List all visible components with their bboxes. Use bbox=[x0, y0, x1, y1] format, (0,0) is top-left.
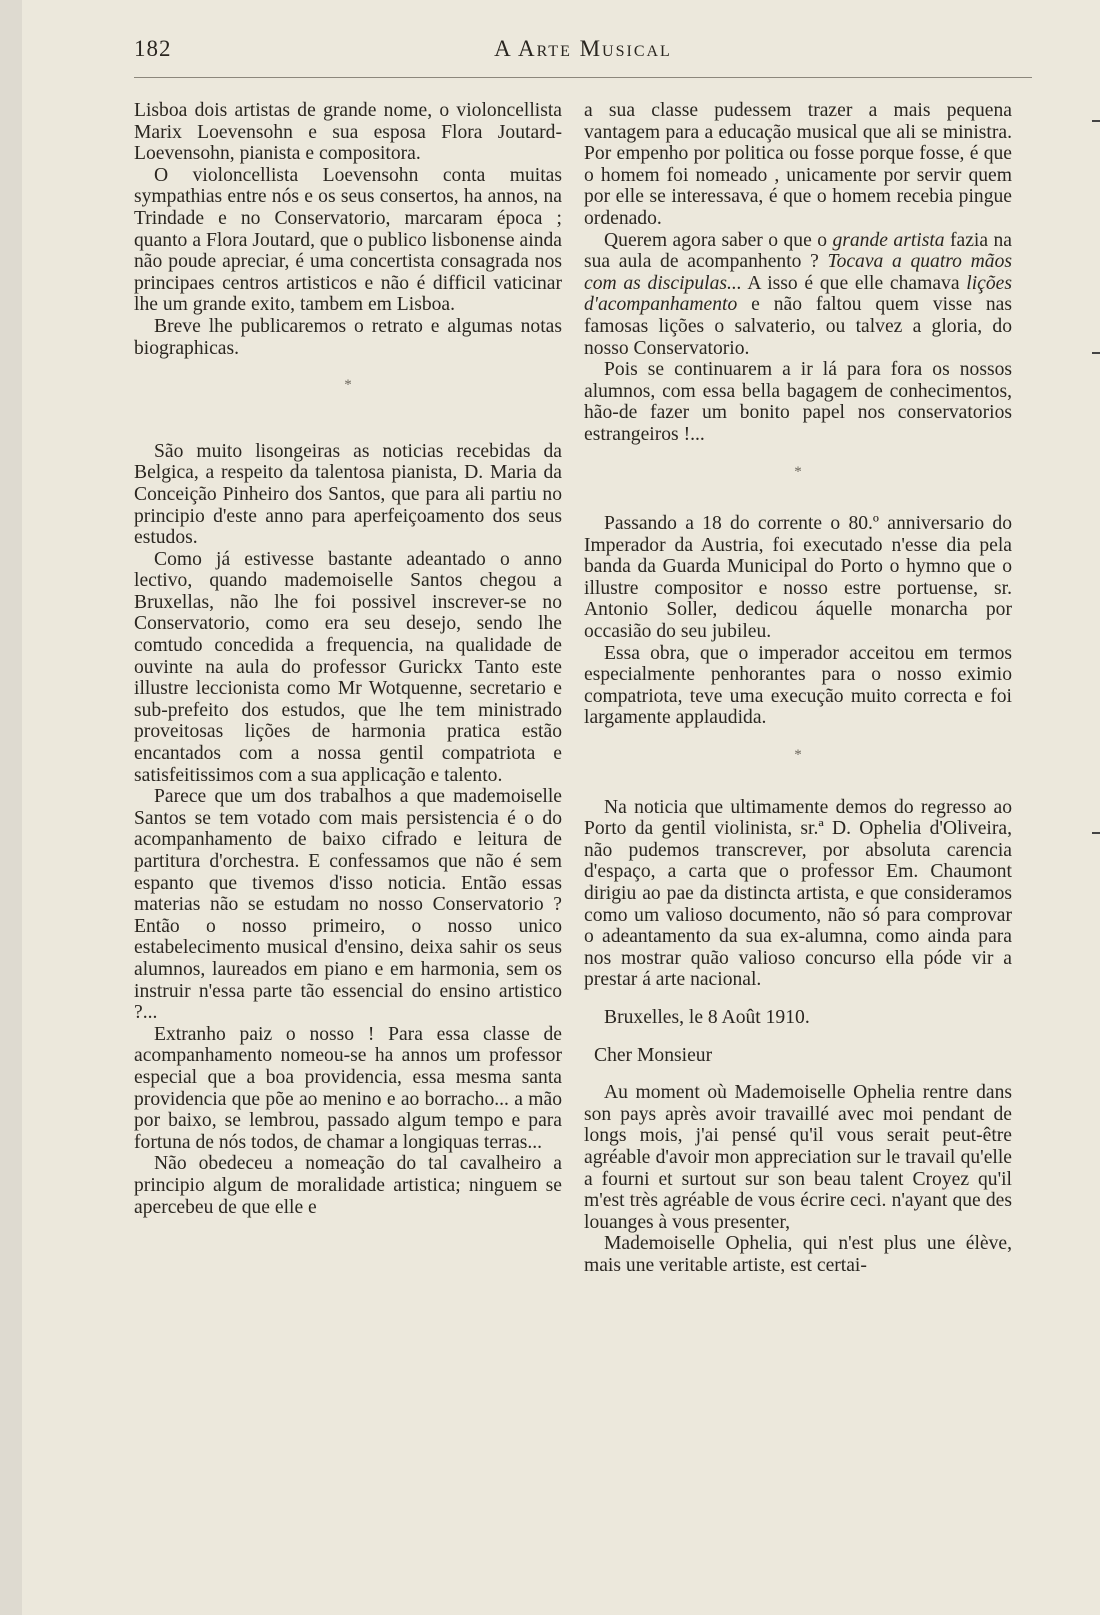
paragraph: Mademoiselle Ophelia, qui n'est plus une élève, mais une veritable artiste, est certai- bbox=[584, 1233, 1012, 1276]
page-edge-mark bbox=[1092, 120, 1100, 122]
paragraph: São muito lisongeiras as noticias recebidas da Belgica, a respeito da talentosa pianista, D. Maria da Conceição Pinheiro dos Santos, que para ali partiu no principio d'este anno para aperfeiçoamento dos seus estudos. bbox=[134, 440, 562, 549]
paragraph: Au moment où Mademoiselle Ophelia rentre dans son pays après avoir travaillé avec moi pendant de longs mois, j'ai pensé qu'il vous serait peut-être agréable d'avoir mon appreciation sur le travail qu'elle a fourni et surtout sur son beau talent Croyez qu'il m'est très agréable de vous écrire ceci. n'ayant que des louanges à vous presenter, bbox=[584, 1082, 1012, 1233]
paragraph: Parece que um dos trabalhos a que mademoiselle Santos se tem votado com mais persistencia é o do acompanhamento de baixo cifrado e leitura de partitura d'orchestra. E confessamos que não é sem espanto que tivemos d'isso noticia. Então essas materias não se estudam no nosso Conservatorio ? Então o nosso primeiro, o nosso unico estabelecimento musical d'ensino, deixa sahir os seus alumnos, laureados em piano e em harmonia, sem os instruir n'essa parte tão essencial do ensino artistico ?... bbox=[134, 786, 562, 1024]
letter-salutation: Cher Monsieur bbox=[594, 1044, 713, 1066]
header-rule bbox=[134, 77, 1032, 78]
page-edge-mark bbox=[1092, 352, 1100, 354]
paragraph: Não obedeceu a nomeação do tal cavalheiro a principio algum de moralidade artistica; ninguem se apercebeu de que elle e bbox=[134, 1153, 562, 1218]
right-column bbox=[584, 100, 1012, 1277]
page-number: 182 bbox=[134, 36, 172, 61]
section-ornament: * bbox=[794, 463, 802, 480]
paragraph: Querem agora saber o que o grande artista fazia na sua aula de acompanhento ? Tocava a quatro mãos com as discipulas... A isso é que elle chamava lições d'acompanhamento e não faltou quem visse nas famosas lições o salvaterio, ou talvez a gloria, do nosso Conservatorio. bbox=[584, 229, 1013, 359]
paragraph: a sua classe pudessem trazer a mais pequena vantagem para a educação musical que ali se ministra. Por empenho por politica ou fosse porque fosse, é que o homem foi nomeado , unicamente por servir quem por elle se interessava, é que o homem recebia pingue ordenado. bbox=[584, 100, 1012, 229]
section-ornament: * bbox=[794, 747, 802, 764]
paragraph: Lisboa dois artistas de grande nome, o violoncellista Marix Loevensohn e sua esposa Flora Joutard-Loevensohn, pianista e compositora. bbox=[134, 100, 562, 165]
page-header bbox=[134, 34, 1032, 70]
paragraph: Extranho paiz o nosso ! Para essa classe de acompanhamento nomeou-se ha annos um professor especial que a boa providencia, essa mesma santa providencia que põe ao menino e ao borracho... a mão por baixo, se lembrou, passado algum tempo e para fortuna de nós todos, de chamar a longiquas terras... bbox=[134, 1023, 562, 1153]
paragraph: Essa obra, que o imperador acceitou em termos especialmente penhorantes para o nosso eximio compatriota, teve uma execução muito correcta e foi largamente applaudida. bbox=[584, 642, 1012, 729]
publication-title: A Arte Musical bbox=[494, 36, 672, 61]
left-column bbox=[134, 100, 562, 1218]
paragraph: Breve lhe publicaremos o retrato e algumas notas biographicas. bbox=[134, 315, 562, 359]
section-ornament: * bbox=[344, 377, 352, 394]
page-edge-mark bbox=[1092, 832, 1100, 834]
paragraph: Pois se continuarem a ir lá para fora os nossos alumnos, com essa bella bagagem de conhecimentos, hão-de fazer um bonito papel nos conservatorios estrangeiros !... bbox=[584, 359, 1012, 445]
paragraph: Como já estivesse bastante adeantado o anno lectivo, quando mademoiselle Santos chegou a Bruxellas, não lhe foi possivel inscrever-se no Conservatorio, como era seu desejo, sendo lhe comtudo concedida a frequencia, na qualidade de ouvinte na aula do professor Gurickx Tanto este illustre leccionista como Mr Wotquenne, secretario e sub-prefeito dos estudos, que lhe tem ministrado proveitosas lições de harmonia pratica estão encantados com a nossa gentil compatriota e satisfeitissimos com a sua applicação e talento. bbox=[134, 548, 562, 786]
paragraph: Na noticia que ultimamente demos do regresso ao Porto da gentil violinista, sr.ª D. Ophelia d'Oliveira, não pudemos transcrever, por absoluta carencia d'espaço, a carta que o professor Em. Chaumont dirigiu ao pae da distincta artista, e que consideramos como um valioso documento, não só para comprovar o adeantamento da sua ex-alumna, como ainda para nos mostrar quão valioso concurso ella póde vir a prestar á arte nacional. bbox=[584, 796, 1012, 991]
newspaper-page bbox=[22, 0, 1100, 1615]
paragraph: O violoncellista Loevensohn conta muitas sympathias entre nós e os seus consertos, ha annos, na Trindade e no Conservatorio, marcaram época ; quanto a Flora Joutard, que o publico lisbonense ainda não poude apreciar, é uma concertista consagrada nos principaes centros artisticos e não é difficil vaticinar lhe um grande exito, tambem em Lisboa. bbox=[134, 164, 562, 316]
paragraph: Passando a 18 do corrente o 80.º anniversario do Imperador da Austria, foi executado n'esse dia pela banda da Guarda Municipal do Porto o hymno que o illustre compositor e nosso estre portuense, sr. Antonio Soller, dedicou áquelle monarcha por occasião do seu jubileu. bbox=[584, 513, 1012, 643]
letter-dateline: Bruxelles, le 8 Août 1910. bbox=[604, 1006, 810, 1028]
